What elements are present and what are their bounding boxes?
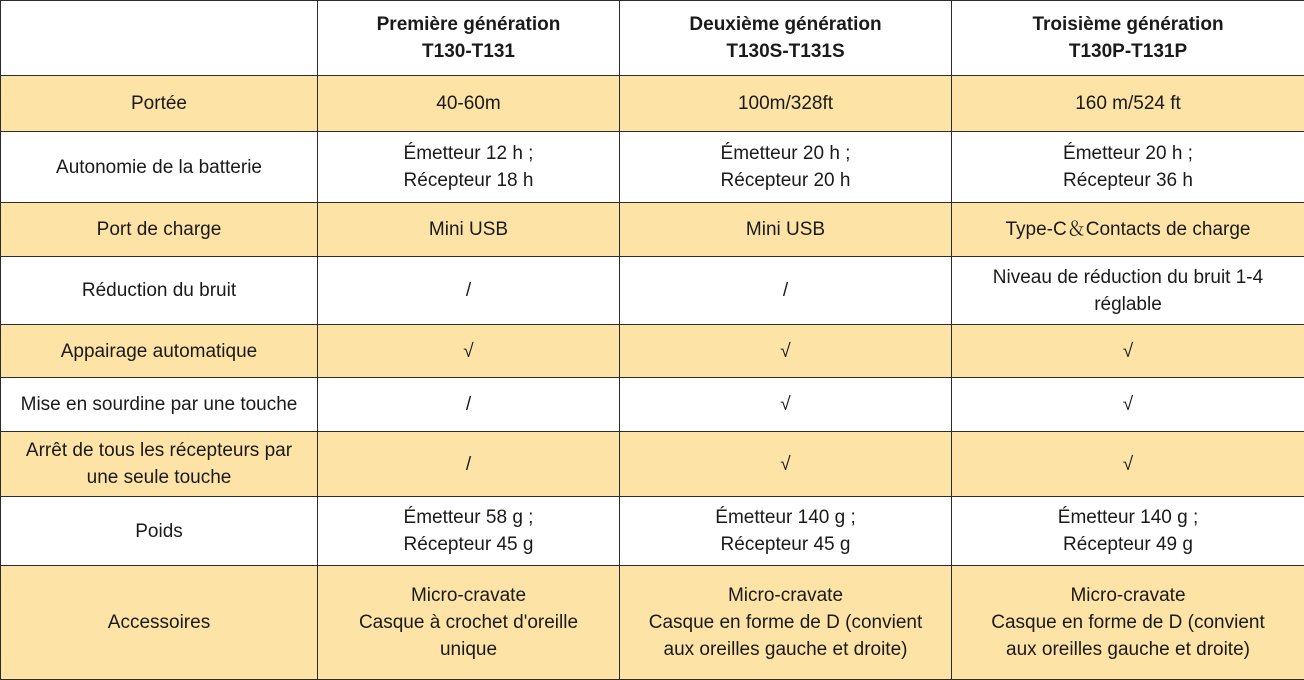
table-cell	[620, 203, 952, 257]
cell-text: aux oreilles gauche et droite)	[1006, 639, 1250, 660]
cell-text: √	[780, 453, 791, 475]
cell-text: Micro-cravate	[410, 585, 527, 606]
cell-text: 100m/328ft	[737, 93, 834, 114]
row-label-cell	[1, 132, 318, 203]
row-label-text: Réduction du bruit	[81, 280, 237, 301]
cell-text: √	[780, 340, 791, 362]
column-header-title: Première génération	[376, 14, 561, 35]
row-label-text: Poids	[135, 520, 183, 542]
table-cell	[318, 566, 620, 680]
row-label-cell	[1, 566, 318, 680]
table-cell	[318, 432, 620, 497]
table-cell	[620, 432, 952, 497]
table-cell	[318, 203, 620, 257]
cell-text: Émetteur 140 g ;	[715, 507, 856, 528]
row-label-text: Arrêt de tous les récepteurs par	[25, 440, 293, 461]
table-cell	[620, 257, 952, 325]
column-header-gen3	[952, 1, 1304, 76]
table-cell	[952, 257, 1304, 325]
column-header-gen1	[318, 1, 620, 76]
row-label-cell	[1, 257, 318, 325]
table-body	[1, 76, 1304, 680]
cell-text: unique	[439, 639, 498, 660]
table-cell	[620, 378, 952, 432]
table-cell	[318, 497, 620, 566]
table-cell	[952, 325, 1304, 378]
cell-text: √	[780, 394, 791, 415]
cell-text: Récepteur 45 g	[403, 534, 534, 555]
table-row	[1, 257, 1304, 325]
cell-text: Émetteur 140 g ;	[1057, 507, 1199, 528]
cell-text: Niveau de réduction du bruit 1-4	[992, 266, 1264, 288]
cell-text: Émetteur 12 h ;	[403, 143, 534, 164]
cell-text: √	[463, 340, 474, 362]
row-label-cell	[1, 76, 318, 132]
table-cell	[620, 132, 952, 203]
table-cell	[952, 378, 1304, 432]
table-cell	[620, 76, 952, 132]
cell-text: √	[1122, 453, 1134, 475]
row-label-text: Accessoires	[107, 612, 211, 633]
row-label-text: Appairage automatique	[60, 340, 258, 362]
table-cell	[952, 432, 1304, 497]
row-label-cell	[1, 497, 318, 566]
cell-text: réglable	[1094, 293, 1162, 315]
row-label-text: Autonomie de la batterie	[56, 156, 262, 178]
table-row	[1, 497, 1304, 566]
row-label-cell	[1, 325, 318, 378]
cell-text: 160 m/524 ft	[1075, 93, 1181, 114]
cell-text: Micro-cravate	[1070, 585, 1186, 606]
corner-cell	[1, 1, 318, 76]
cell-text: √	[1122, 340, 1134, 362]
cell-text: Mini USB	[428, 219, 509, 240]
table-row	[1, 378, 1304, 432]
table-cell	[620, 497, 952, 566]
table-cell	[952, 132, 1304, 203]
cell-text: Émetteur 20 h ;	[1063, 143, 1193, 164]
column-header-model: T130S-T131S	[726, 41, 845, 62]
row-label-cell	[1, 378, 318, 432]
column-header-model: T130-T131	[422, 41, 515, 62]
table-cell	[318, 257, 620, 325]
cell-text: Micro-cravate	[727, 585, 844, 606]
cell-text: aux oreilles gauche et droite)	[663, 639, 908, 660]
row-label-cell	[1, 203, 318, 257]
table-row	[1, 566, 1304, 680]
row-label-text: Mise en sourdine par une touche	[20, 394, 298, 415]
cell-text: Récepteur 49 g	[1063, 534, 1193, 555]
cell-text: Émetteur 20 h ;	[720, 143, 851, 164]
cell-text: Casque en forme de D (convient	[648, 612, 923, 633]
table-cell	[620, 566, 952, 680]
table-row	[1, 132, 1304, 203]
table-cell	[318, 132, 620, 203]
row-label-text: une seule touche	[86, 467, 232, 488]
table-cell	[318, 76, 620, 132]
table-cell	[620, 325, 952, 378]
row-label-cell	[1, 432, 318, 497]
cell-text: Émetteur 58 g ;	[403, 507, 534, 528]
table-cell	[318, 378, 620, 432]
column-header-title: Troisième génération	[1032, 14, 1224, 35]
row-label-text: Portée	[131, 93, 187, 114]
table-row	[1, 203, 1304, 257]
cell-text: √	[1122, 394, 1134, 415]
table-row	[1, 76, 1304, 132]
cell-text: Type-C＆Contacts de charge	[1005, 219, 1251, 240]
cell-text: Récepteur 36 h	[1063, 170, 1193, 191]
cell-text: 40-60m	[436, 93, 501, 114]
cell-text: /	[465, 394, 472, 415]
column-header-gen2	[620, 1, 952, 76]
table-row	[1, 432, 1304, 497]
cell-text: Récepteur 18 h	[403, 170, 534, 191]
cell-text: Mini USB	[745, 219, 826, 240]
table-row	[1, 325, 1304, 378]
table-cell	[952, 497, 1304, 566]
cell-text: Récepteur 20 h	[720, 170, 851, 191]
table-cell	[952, 566, 1304, 680]
column-header-model: T130P-T131P	[1068, 41, 1188, 62]
header-row	[1, 1, 1304, 76]
cell-text: /	[465, 280, 472, 301]
table-cell	[952, 76, 1304, 132]
column-header-title: Deuxième génération	[689, 14, 882, 35]
table-cell	[952, 203, 1304, 257]
cell-text: Casque à crochet d'oreille	[358, 612, 579, 633]
cell-text: Casque en forme de D (convient	[991, 612, 1265, 633]
cell-text: /	[782, 280, 789, 301]
row-label-text: Port de charge	[96, 219, 222, 240]
cell-text: Récepteur 45 g	[720, 534, 851, 555]
table-cell	[318, 325, 620, 378]
cell-text: /	[465, 453, 472, 475]
